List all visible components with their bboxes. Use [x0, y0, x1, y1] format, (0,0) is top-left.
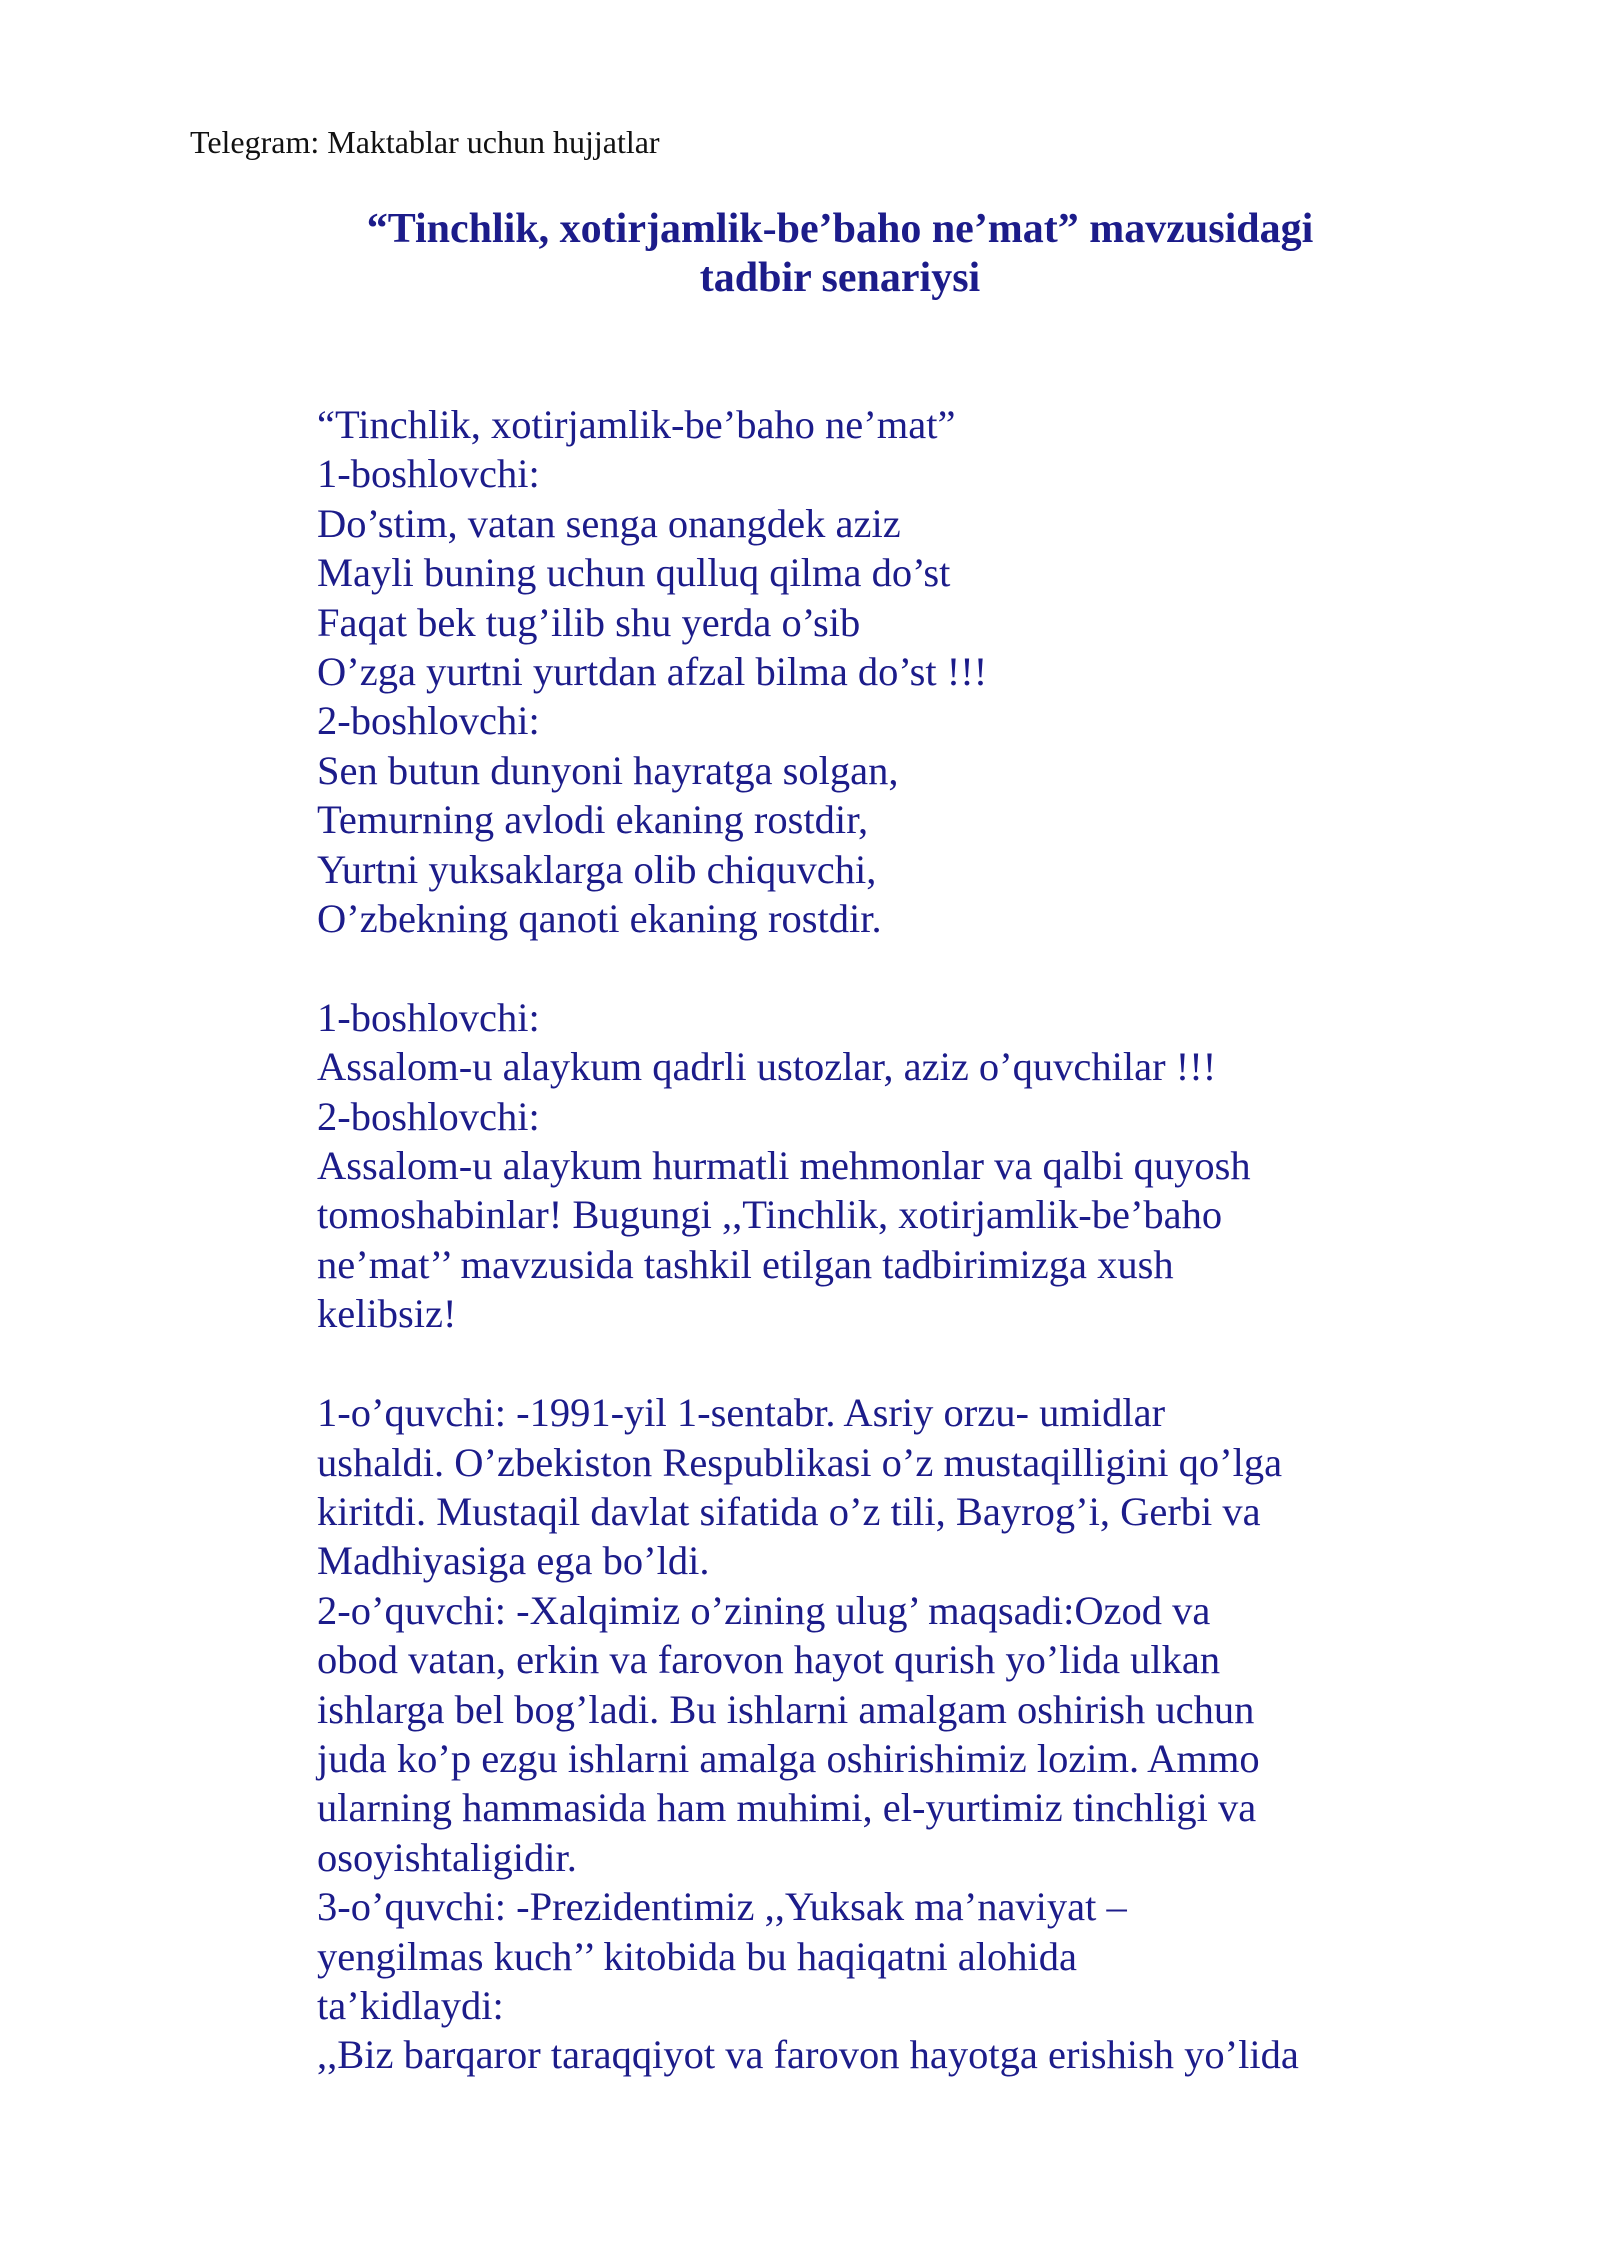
body-line: ishlarga bel bog’ladi. Bu ishlarni amalgam oshirish uchun	[317, 1686, 1255, 1732]
body-line: ,,Biz barqaror taraqqiyot va farovon hayotga erishish yo’lida	[317, 2032, 1299, 2078]
body-line: osoyishtaligidir.	[317, 1834, 577, 1880]
body-line: 2-boshlovchi:	[317, 698, 540, 744]
body-line: Sen butun dunyoni hayratga solgan,	[317, 747, 899, 793]
body-line: O’zga yurtni yurtdan afzal bilma do’st !!!	[317, 649, 988, 695]
body-line: 1-o’quvchi: -1991-yil 1-sentabr. Asriy orzu- umidlar	[317, 1390, 1166, 1436]
body-line: ularning hammasida ham muhimi, el-yurtimiz tinchligi va	[317, 1785, 1257, 1831]
body-line: juda ko’p ezgu ishlarni amalga oshirishimiz lozim. Ammo	[317, 1735, 1260, 1781]
body-line: Temurning avlodi ekaning rostdir,	[317, 797, 869, 843]
body-line: kiritdi. Mustaqil davlat sifatida o’z tili, Bayrog’i, Gerbi va	[317, 1488, 1261, 1534]
body-line: “Tinchlik, xotirjamlik-be’baho ne’mat”	[317, 402, 956, 447]
body-line: O’zbekning qanoti ekaning rostdir.	[317, 896, 882, 942]
body-line: ne’mat’’ mavzusida tashkil etilgan tadbirimizga xush	[317, 1241, 1174, 1287]
body-line: Do’stim, vatan senga onangdek aziz	[317, 500, 901, 546]
blank-line	[317, 1339, 1417, 1388]
body-line: 1-boshlovchi:	[317, 451, 540, 497]
body-line: Assalom-u alaykum hurmatli mehmonlar va qalbi quyosh	[317, 1143, 1251, 1189]
body-line: kelibsiz!	[317, 1291, 457, 1337]
document-title	[250, 205, 1430, 303]
body-line: obod vatan, erkin va farovon hayot qurish yo’lida ulkan	[317, 1637, 1221, 1683]
document-title-line-1: “Tinchlik, xotirjamlik-be’baho ne’mat” mavzusidagi	[366, 206, 1314, 252]
document-title-line-2: tadbir senariysi	[699, 255, 981, 301]
body-line: ushaldi. O’zbekiston Respublikasi o’z mustaqilligini qo’lga	[317, 1439, 1283, 1485]
body-line: ta’kidlaydi:	[317, 1982, 504, 2028]
blank-line	[317, 943, 1417, 992]
body-line: 3-o’quvchi: -Prezidentimiz ,,Yuksak ma’naviyat –	[317, 1884, 1127, 1930]
body-line: Yurtni yuksaklarga olib chiquvchi,	[317, 846, 877, 892]
body-line: Mayli buning uchun qulluq qilma do’st	[317, 550, 951, 596]
body-line: Faqat bek tug’ilib shu yerda o’sib	[317, 599, 861, 645]
body-line: Madhiyasiga ega bo’ldi.	[317, 1538, 710, 1584]
body-line: tomoshabinlar! Bugungi ,,Tinchlik, xotirjamlik-be’baho	[317, 1192, 1223, 1238]
body-line: Assalom-u alaykum qadrli ustozlar, aziz o’quvchilar !!!	[317, 1044, 1217, 1090]
body-line: 1-boshlovchi:	[317, 994, 540, 1040]
body-line: 2-o’quvchi: -Xalqimiz o’zining ulug’ maqsadi:Ozod va	[317, 1587, 1211, 1633]
document-body	[317, 400, 1417, 2080]
telegram-channel-note: Telegram: Maktablar uchun hujjatlar	[190, 124, 660, 160]
body-line: 2-boshlovchi:	[317, 1093, 540, 1139]
body-line: yengilmas kuch’’ kitobida bu haqiqatni alohida	[317, 1933, 1077, 1979]
